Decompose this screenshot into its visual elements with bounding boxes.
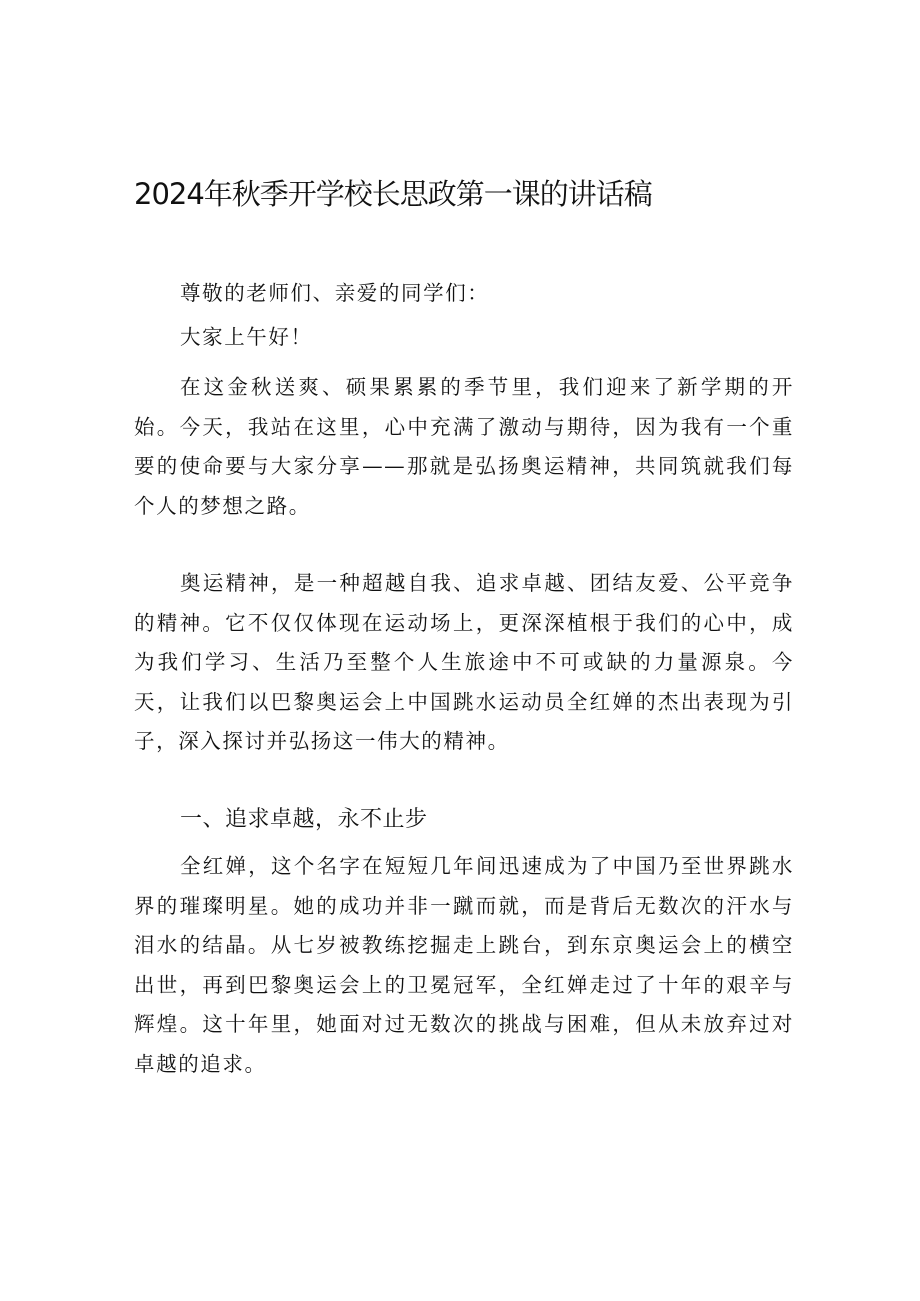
- document-title: 2024年秋季开学校长思政第一课的讲话稿: [134, 177, 652, 211]
- section-heading: 一、追求卓越，永不止步: [180, 807, 428, 832]
- greeting: 大家上午好！: [180, 325, 313, 349]
- salutation: 尊敬的老师们、亲爱的同学们：: [180, 281, 490, 305]
- paragraph-opening: 在这金秋送爽、硕果累累的季节里，我们迎来了新学期的开始。今天，我站在这里，心中充满了激动与期待，因为我有一个重要的使命要与大家分享——那就是弘扬奥运精神，共同筑就我们每个人的梦想之路。: [134, 375, 794, 518]
- paragraph-olympic-spirit: 奥运精神，是一种超越自我、追求卓越、团结友爱、公平竞争的精神。它不仅仅体现在运动场上，更深深植根于我们的心中，成为我们学习、生活乃至整个人生旅途中不可或缺的力量源泉。今天，让我们以巴黎奥运会上中国跳水运动员全红婵的杰出表现为引子，深入探讨并弘扬这一伟大的精神。: [134, 571, 794, 753]
- paragraph-quan-hongchan: 全红婵，这个名字在短短几年间迅速成为了中国乃至世界跳水界的璀璨明星。她的成功并非一蹴而就，而是背后无数次的汗水与泪水的结晶。从七岁被教练挖掘走上跳台，到东京奥运会上的横空出世，再到巴黎奥运会上的卫冕冠军，全红婵走过了十年的艰辛与辉煌。这十年里，她面对过无数次的挑战与困难，但从未放弃过对卓越的追求。: [134, 854, 794, 1076]
